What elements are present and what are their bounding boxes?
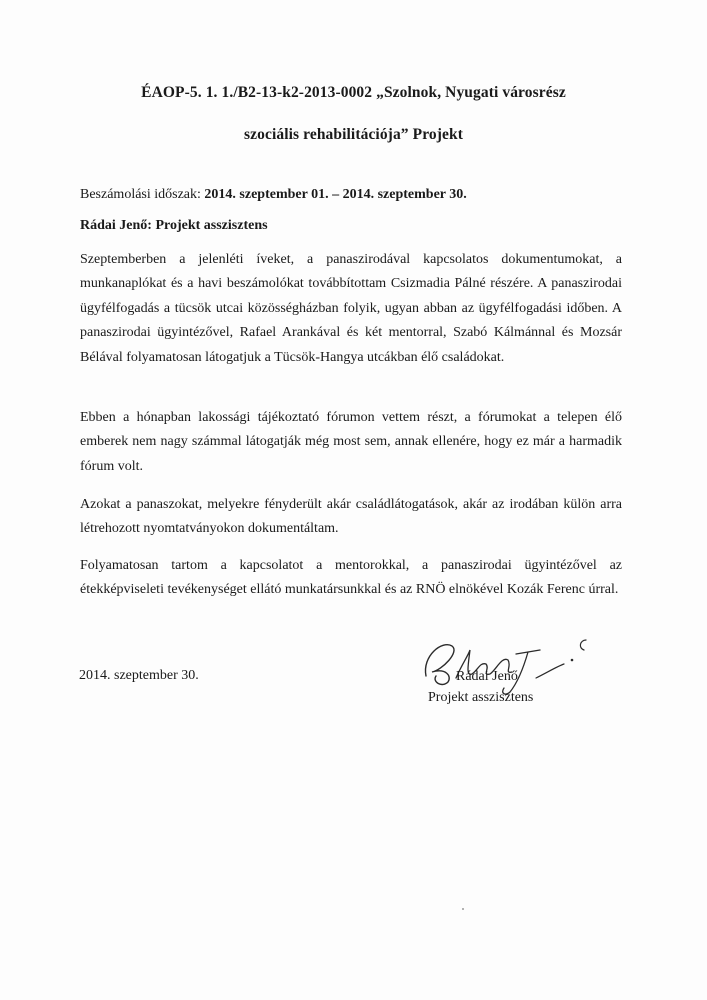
document-title-line-1: ÉAOP-5. 1. 1./B2-13-k2-2013-0002 „Szolnok, Nyugati városrész bbox=[141, 84, 566, 101]
paragraph: Szeptemberben a jelenléti íveket, a panaszirodával kapcsolatos dokumentumokat, a munkanaplókat és a havi beszámolókat továbbítottam Csizmadia Pálné részére. A panaszirodai ügyfélfogadás a tücsök utcai közösségházban folyik, ugyan abban az ügyfélfogadási időben. A panaszirodai ügyintézővel, Rafael Arankával és két mentorral, Szabó Kálmánnal és Mozsár Bélával folyamatosan látogatjuk a Tücsök-Hangya utcákban élő családokat. bbox=[80, 252, 622, 365]
document-date: 2014. szeptember 30. bbox=[79, 668, 199, 683]
document-title-line-2: szociális rehabilitációja” Projekt bbox=[244, 126, 463, 143]
reporting-period bbox=[80, 187, 467, 203]
paragraph: Folyamatosan tartom a kapcsolatot a mentorokkal, a panaszirodai ügyintézővel az étekképviseleti tevékenységet ellátó munkatársunkkal és az RNÖ elnökével Kozák Ferenc úrral. bbox=[80, 558, 622, 598]
paragraph: Azokat a panaszokat, melyekre fényderült akár családlátogatások, akár az irodában külön arra létrehozott nyomtatványokon dokumentáltam. bbox=[80, 497, 622, 537]
reporting-period-value: 2014. szeptember 01. – 2014. szeptember 30. bbox=[204, 187, 467, 202]
reporting-period-label: Beszámolási időszak: bbox=[80, 187, 205, 202]
role-heading: Rádai Jenő: Projekt asszisztens bbox=[80, 218, 268, 233]
paragraph: Ebben a hónapban lakossági tájékoztató fórumon vettem részt, a fórumokat a telepen élő emberek nem nagy számmal látogatják még most sem, annak ellenére, hogy ez már a harmadik fórum volt. bbox=[80, 410, 622, 474]
signatory-name: Rádai Jenő bbox=[456, 669, 518, 684]
signatory-role: Projekt asszisztens bbox=[428, 690, 534, 705]
scan-speck bbox=[462, 908, 464, 910]
